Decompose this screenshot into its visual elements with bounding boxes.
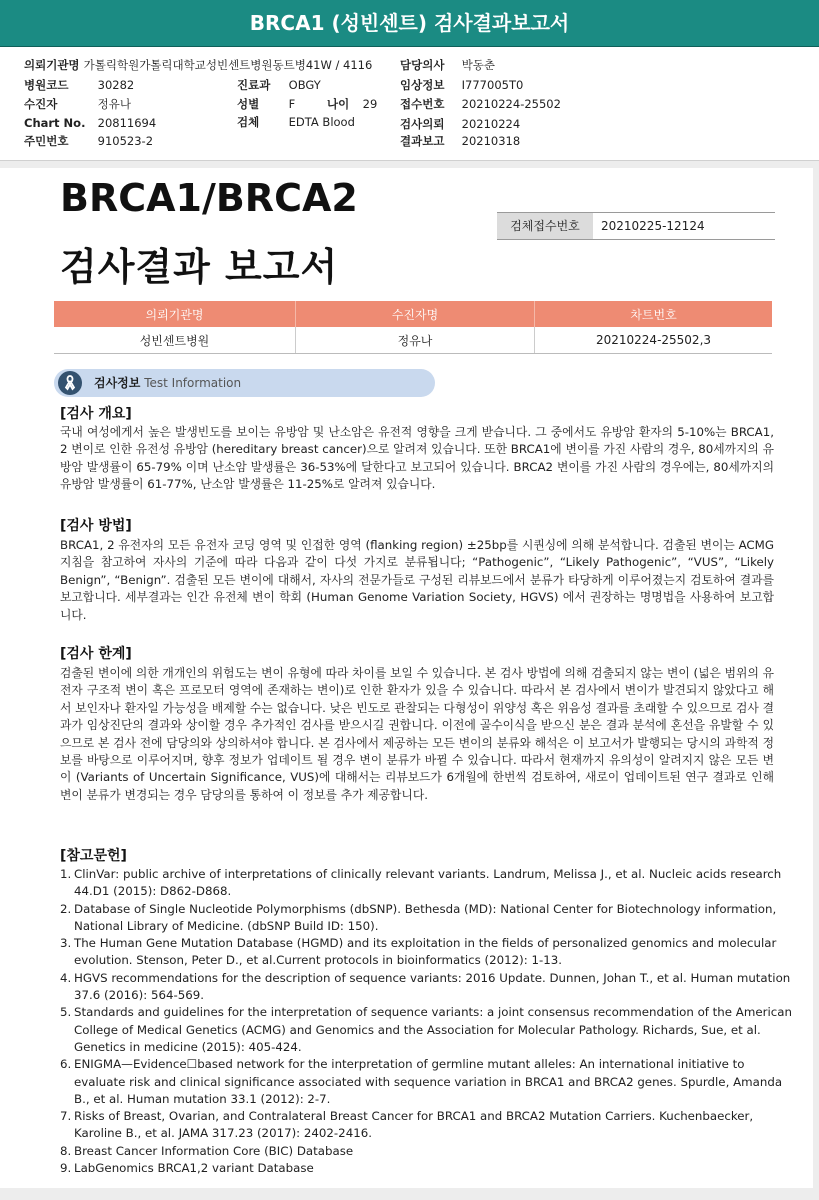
reference-item: 1. ClinVar: public archive of interpretations of clinically relevant variants. Landrum, Melissa J., et al. Nucleic acids research 44.D1 (2015): D862-D868. [60,867,782,899]
meta-resident-no: 주민번호 910523-2 [24,134,154,148]
meta-request-date: 검사의뢰 20210224 [400,117,521,131]
test-info-label: 검사정보 Test Information [94,376,242,390]
table-header-cell: 차트번호 [535,301,773,327]
references-heading: [참고문헌] [60,848,127,864]
table-cell: 성빈센트병원 [54,327,296,354]
table-header-row [54,301,772,327]
table-header-cell: 의뢰기관명 [54,301,296,327]
section-heading-overview: [검사 개요] [60,406,132,422]
reference-item: 2. Database of Single Nucleotide Polymorphisms (dbSNP). Bethesda (MD): National Center for Biotechnology information, National Library of Medicine. (dbSNP Build ID: 150). [60,901,777,933]
section-text-limitations: 검출된 변이에 의한 개개인의 위험도는 변이 유형에 따라 차이를 보일 수 있습니다. 본 검사 방법에 의해 검출되지 않는 변이 (넓은 범위의 유전자 구조적 변이 혹은 프로모터 영역에 존재하는 변이)로 인한 환자가 있을 수 있습니다. 따라서 본 검사에서 변이가 발견되지 않았다고 해서 보인자나 환자일 가능성을 배제할 수는 없습니다. 낮은 빈도로 관찰되는 다형성이 위양성 혹은 위음성 결과를 초래할 수 있으므로 검사 결과가 임상진단의 결과와 상이할 경우 추가적인 검사를 받으시길 권합니다. 이전에 골수이식을 받으신 분은 결과 분석에 혼선을 유발할 수 있으므로 본 검사 전에 담당의와 상의하셔야 합니다. 본 검사에서 제공하는 모든 변이의 분류와 해석은 이 보고서가 발행되는 당시의 과학적 정보를 바탕으로 이루어지며, 향후 정보가 업데이트 될 경우 변이 분류가 바뀔 수 있습니다. 따라서 현재까지 유의성이 알려지지 않은 모든 변이 (Variants of Uncertain Significance, VUS)에 대해서는 리뷰보드가 6개월에 한번씩 검토하여, 새로이 업데이트된 연구 결과로 인해 변이 분류가 변경되는 경우 담당의를 통하여 이 정보를 추가 제공합니다. [60,666,774,802]
reference-item: 3. The Human Gene Mutation Database (HGMD) and its exploitation in the fields of personalized genomics and molecular evolution. Stenson, Peter D., et al.Current protocols in bioinformatics (2012): 1-13. [60,936,777,968]
table-cell: 정유나 [296,327,535,354]
meta-age: 나이 29 [327,97,378,111]
report-window-title: BRCA1 (성빈센트) 검사결과보고서 [0,0,819,47]
specimen-accession-box [497,212,775,240]
patient-summary-table [54,301,772,354]
specimen-accession-value: 20210225-12124 [601,219,705,233]
meta-department: 진료과 OBGY [237,78,321,92]
awareness-ribbon-icon [58,371,82,395]
references-list [60,866,795,1177]
meta-reception-no: 접수번호 20210224-25502 [400,97,561,111]
meta-institution: 의뢰기관명 가톨릭학원가톨릭대학교성빈센트병원동트병41W / 4116 [24,58,373,72]
reference-item: 8. Breast Cancer Information Core (BIC) Database [60,1143,354,1158]
reference-item: 5. Standards and guidelines for the interpretation of sequence variants: a joint consensus recommendation of the American College of Medical Genetics (ACMG) and Genomics and the Association for Molecular Pathology. Richards, Sue, et al. Genetics in medicine (2015): 405-424. [60,1005,792,1054]
patient-meta-panel [0,47,819,161]
specimen-accession-label: 검체접수번호 [497,213,593,239]
section-heading-method: [검사 방법] [60,518,132,534]
section-heading-limitations: [검사 한계] [60,646,132,662]
reference-item: 4. HGVS recommendations for the description of sequence variants: 2016 Update. Dunnen, Johan T., et al. Human mutation 37.6 (2016): 564-569. [60,970,791,1003]
section-text-method: BRCA1, 2 유전자의 모든 유전자 코딩 영역 및 인접한 영역 (flanking region) ±25bp를 시퀀싱에 의해 분석합니다. 검출된 변이는 ACMG 지침을 참고하여 자사의 기준에 따라 다음과 같이 다섯 가지로 분류됩니다; “Pathogenic”, “Likely Pathogenic”, “VUS”, “Likely Benign”, “Benign”. 검출된 모든 변이에 대해서, 자사의 전문가들로 구성된 리뷰보드에서 분류가 타당하게 이루어졌는지 검토하여 결과를 보고합니다. 세부결과는 인간 유전체 변이 학회 (Human Genome Variation Society, HGVS) 에서 권장하는 명명법을 사용하여 보고합니다. [60,538,774,622]
meta-report-date: 결과보고 20210318 [400,134,521,148]
section-text-overview: 국내 여성에게서 높은 발생빈도를 보이는 유방암 및 난소암은 유전적 영향을 크게 받습니다. 그 중에서도 유방암 환자의 5-10%는 BRCA1, 2 변이로 인한 유전성 유방암 (hereditary breast cancer)으로 알려져 있습니다. 또한 BRCA1에 변이를 가진 사람의 경우, 80세까지의 유방암 발생률이 65-79% 이며 난소암 발생률은 36-53%에 달한다고 보고되어 있습니다. BRCA2 변이를 가진 사람의 경우에는, 80세까지의 유방암 발생률이 61-77%, 난소암 발생률은 11-25%로 알려져 있습니다. [60,425,774,492]
test-info-section-label [54,369,435,397]
meta-chart-no: Chart No. 20811694 [24,116,157,130]
report-title-line1: BRCA1/BRCA2 [60,176,358,220]
reference-item: 7. Risks of Breast, Ovarian, and Contralateral Breast Cancer for BRCA1 and BRCA2 Mutation Carriers. Kuchenbaecker, Karoline B., et al. JAMA 317.23 (2017): 2402-2416. [60,1109,754,1141]
meta-sex: 성별 F [237,97,296,111]
reference-item: 6. ENIGMA—Evidence☐based network for the interpretation of germline mutant alleles: An international initiative to evaluate risk and clinical significance associated with sequence variation in BRCA1 and BRCA2 genes. Spurdle, Amanda B., et al. Human mutation 33.1 (2012): 2-7. [60,1057,783,1106]
table-cell: 20210224-25502,3 [535,327,773,354]
meta-specimen: 검체 EDTA Blood [237,115,355,129]
meta-doctor: 담당의사 박동춘 [400,58,495,72]
meta-hospital-code: 병원코드 30282 [24,78,135,92]
reference-item: 9. LabGenomics BRCA1,2 variant Database [60,1161,314,1176]
meta-clinical-info: 임상정보 I777005T0 [400,78,524,92]
table-header-cell: 수진자명 [296,301,535,327]
report-title-line2: 검사결과 보고서 [60,245,339,289]
table-row [54,327,772,354]
meta-patient: 수진자 정유나 [24,97,131,111]
